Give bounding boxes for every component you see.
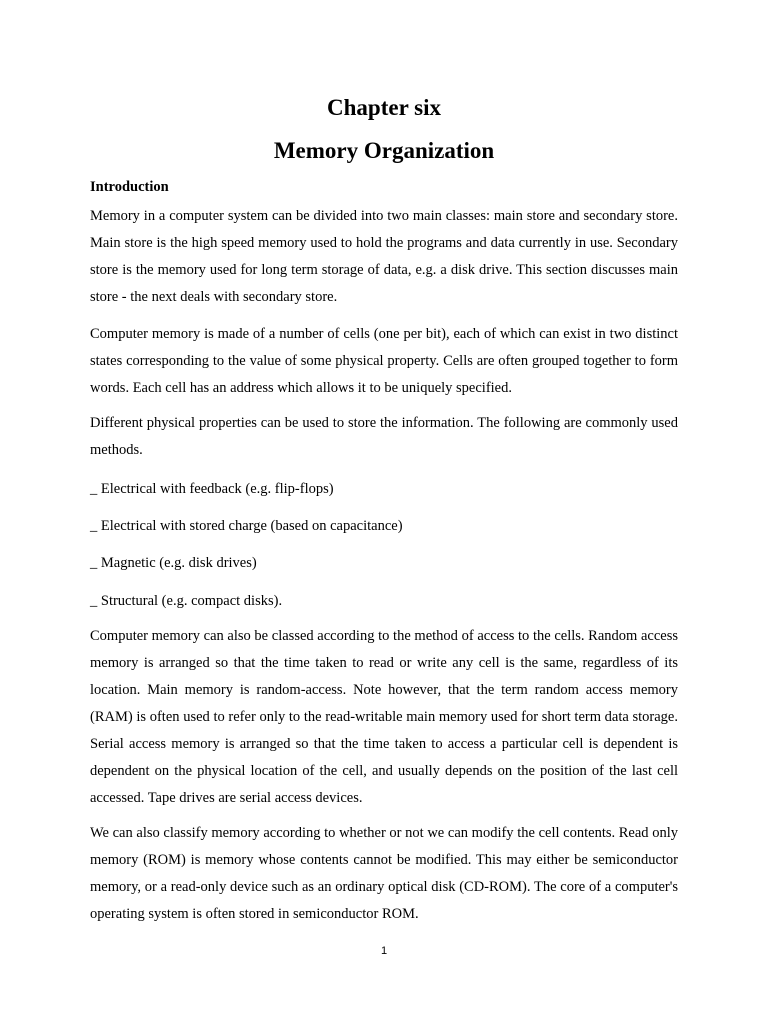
list-item: _ Electrical with stored charge (based on capacitance)	[90, 518, 403, 534]
list-item: _ Electrical with feedback (e.g. flip-flops)	[90, 481, 334, 497]
page-title: Memory Organization	[273, 138, 495, 163]
paragraph-access-method: Computer memory can also be classed according to the method of access to the cells. Random access memory is arranged so that the time taken to read or write any cell is the same, regardless of its location. Main memory is random-access. Note however, that the term random access memory (RAM) is often used to refer only to the read-writable main memory used for short term data storage. Serial access memory is arranged so that the time taken to access a particular cell is dependent is dependent on the physical location of the cell, and usually depends on the position of the last cell accessed. Tape drives are serial access devices.	[90, 628, 678, 806]
paragraph-read-only-memory: We can also classify memory according to whether or not we can modify the cell contents. Read only memory (ROM) is memory whose contents cannot be modified. This may either be semiconductor memory, or a read-only device such as an ordinary optical disk (CD-ROM). The core of a computer's operating system is often stored in semiconductor ROM.	[90, 825, 678, 922]
page-number: 1	[380, 945, 388, 957]
chapter-title: Chapter six	[327, 95, 441, 120]
paragraph-physical-properties: Different physical properties can be used to store the information. The following are commonly used methods.	[90, 415, 678, 458]
list-item: _ Magnetic (e.g. disk drives)	[90, 555, 257, 571]
paragraph-main-secondary-store: Memory in a computer system can be divided into two main classes: main store and secondary store. Main store is the high speed memory used to hold the programs and data currently in use. Secondary store is the memory used for long term storage of data, e.g. a disk drive. This section discusses main store - the next deals with secondary store.	[90, 208, 678, 305]
list-item: _ Structural (e.g. compact disks).	[90, 593, 283, 609]
section-heading: Introduction	[90, 179, 169, 195]
paragraph-memory-cells: Computer memory is made of a number of cells (one per bit), each of which can exist in two distinct states corresponding to the value of some physical property. Cells are often grouped together to form words. Each cell has an address which allows it to be uniquely specified.	[90, 326, 678, 396]
